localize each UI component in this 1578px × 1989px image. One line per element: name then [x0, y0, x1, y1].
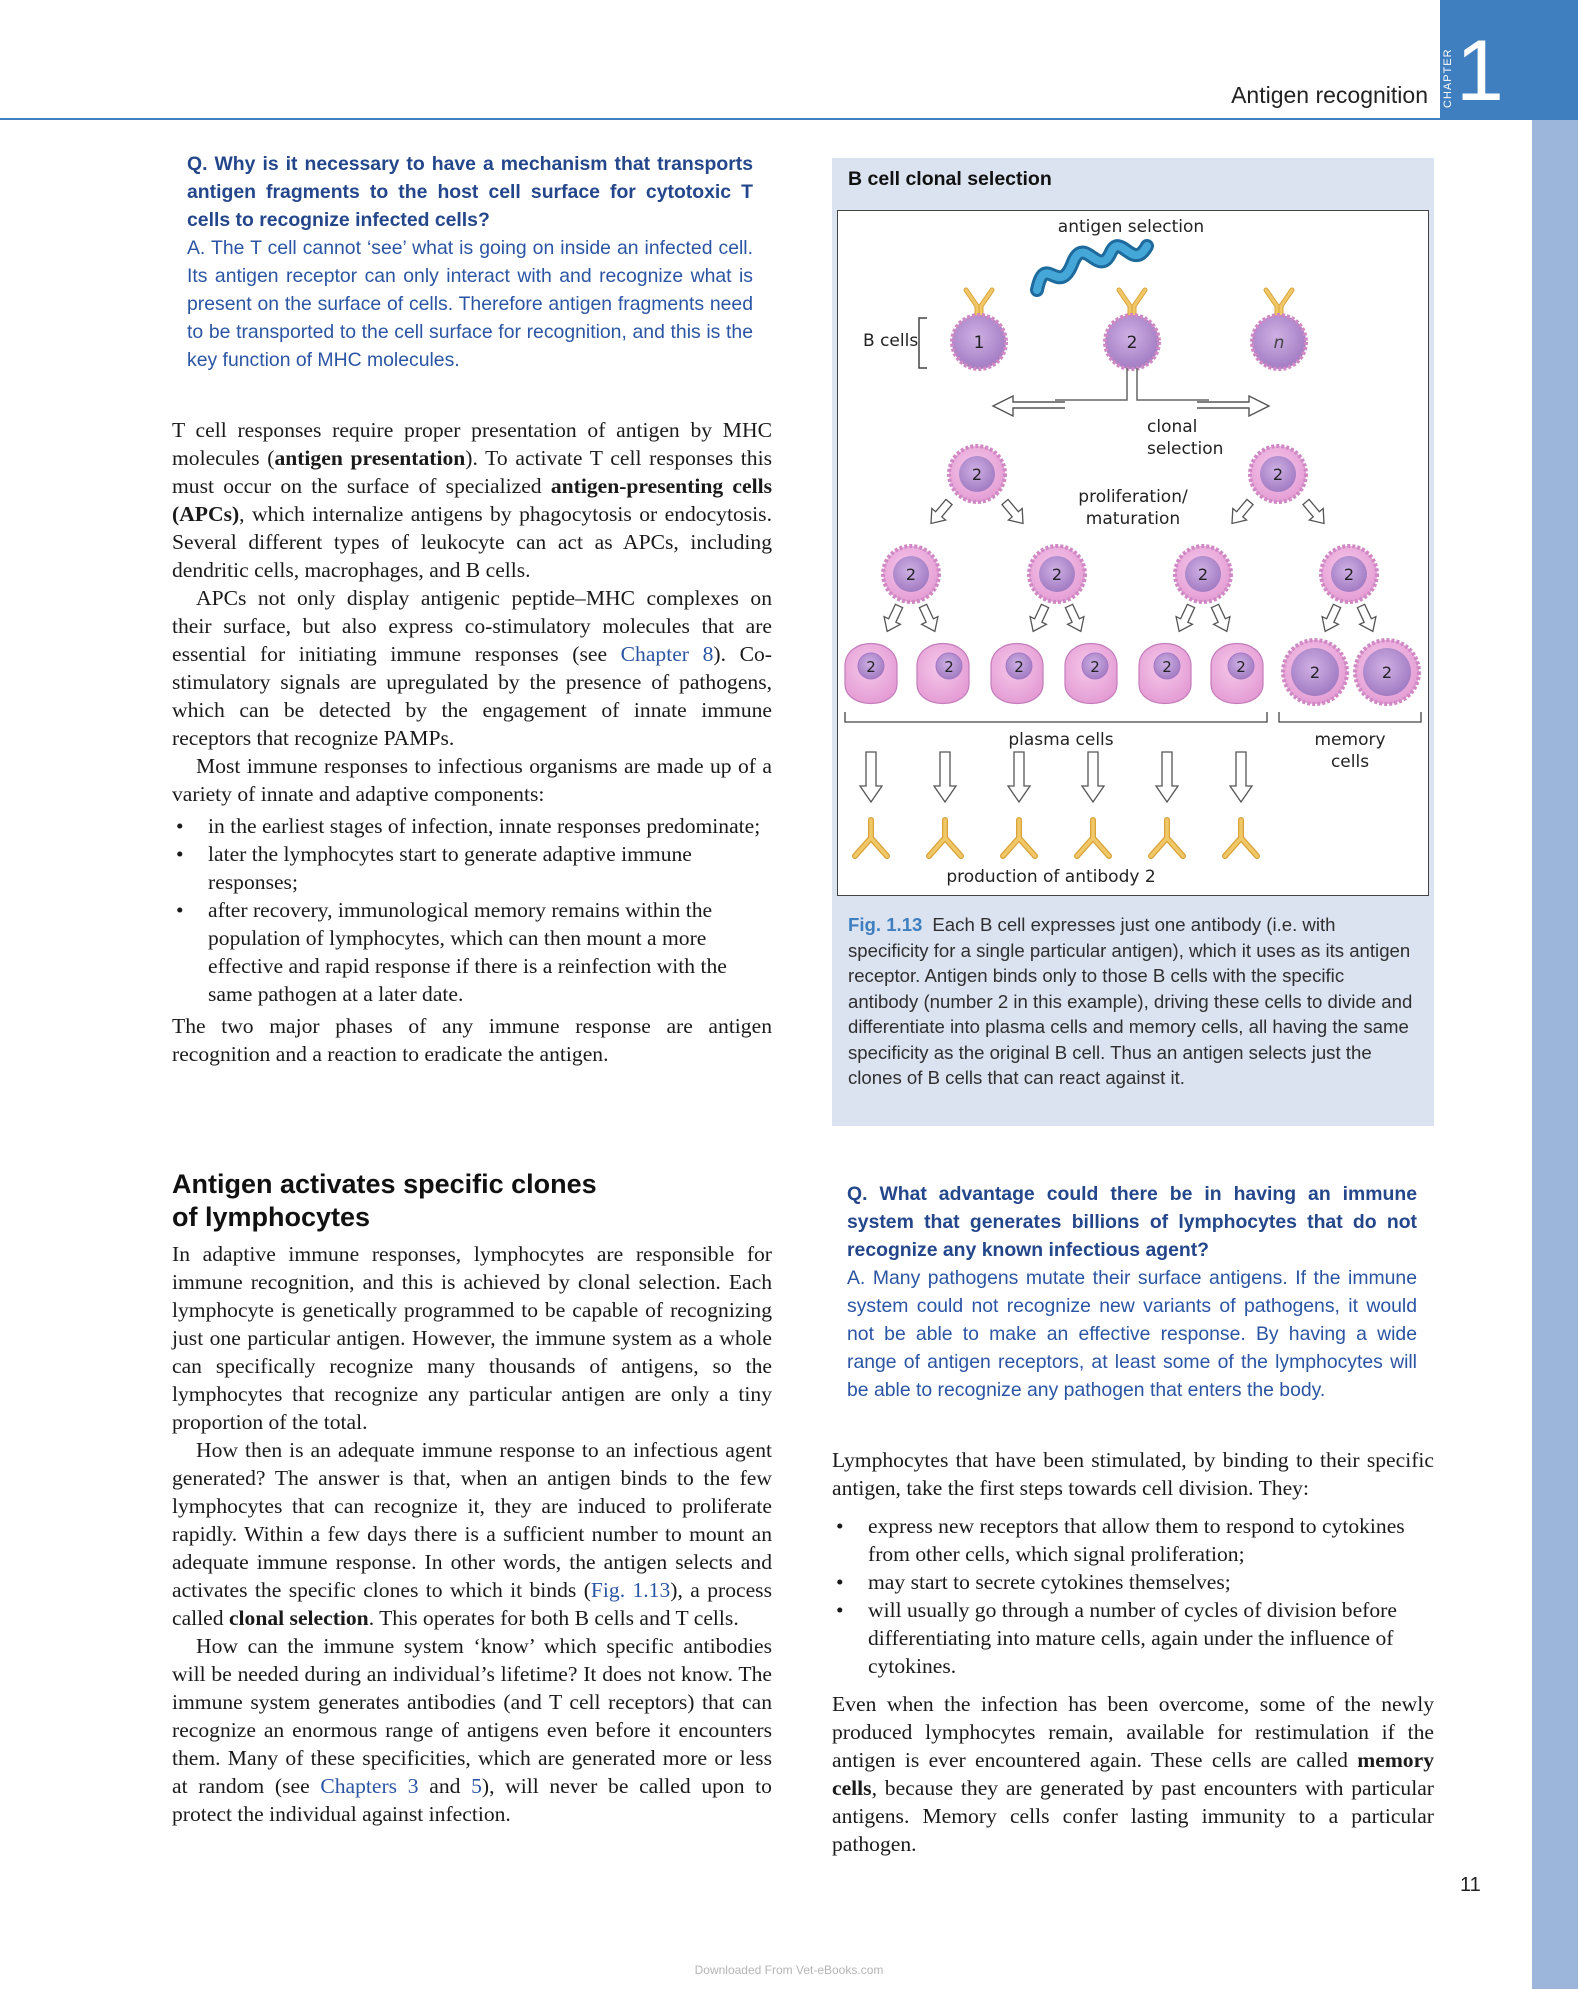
cell-gen3 [1175, 546, 1231, 602]
chapters-3-link[interactable]: Chapters 3 [320, 1774, 419, 1798]
left-column-upper [172, 416, 772, 1068]
qa2-answer: A. Many pathogens mutate their surface antigens. If the immune system could not recognize new variants of pathogens, it would not be able to make an effective response. By having a wide range of antigen receptors, at least some of the lymphocytes will be able to recognize any pathogen that enters the body. [847, 1267, 1417, 1401]
clonal-selection-bracket [1055, 368, 1209, 400]
svg-text:2: 2 [1051, 565, 1063, 584]
svg-text:2: 2 [1309, 663, 1321, 682]
download-footer: Downloaded From Vet-eBooks.com [694, 1963, 884, 1977]
plasma-cells-label: plasma cells [1008, 730, 1114, 750]
paragraph: How then is an adequate immune response to an infectious agent generated? The answer is that, when an antigen binds to the few lymphocytes that can recognize it, they are induced to proliferate rapidly. Within a few days there is a sufficient number to mount an adequate immune response. In other words, the antigen selects and activates the specific clones to which it binds (Fig. 1.13), a process called clonal selection. This operates for both B cells and T cells. [172, 1438, 772, 1630]
svg-text:2: 2 [1162, 658, 1172, 676]
proliferation-label: proliferation/ [1078, 487, 1188, 507]
bullet-list [832, 1512, 1434, 1680]
plasma-cell [991, 644, 1043, 704]
paragraph: T cell responses require proper presentation of antigen by MHC molecules (antigen presentation). To activate T cell responses this must occur on the surface of specialized antigen-presenting cells (APCs), which internalize antigens by phagocytosis or endocytosis. Several different types of leukocyte can act as APCs, including dendritic cells, macrophages, and B cells. [172, 418, 772, 582]
qa1-answer: A. The T cell cannot ‘see’ what is going on inside an infected cell. Its antigen receptor can only interact with and recognize what is present on the surface of cells. Therefore antigen fragments need to be transported to the cell surface for recognition, and this is the key function of MHC molecules. [187, 237, 753, 371]
secretion-arrow [934, 752, 956, 802]
antibody-icon [1151, 820, 1183, 856]
plasma-cell [917, 644, 969, 704]
bullet-list [172, 812, 772, 1008]
cell-gen3 [1321, 546, 1377, 602]
side-strip [1532, 120, 1578, 1989]
svg-text:2: 2 [1126, 333, 1138, 353]
svg-text:2: 2 [905, 565, 917, 584]
qa-box-1 [187, 150, 753, 374]
chapter-number: 1 [1456, 23, 1504, 119]
chapter-word: CHAPTER [1442, 48, 1454, 108]
memory-label: memory [1314, 730, 1386, 750]
antibody-icon [1225, 820, 1257, 856]
secretion-arrow [1156, 752, 1178, 802]
list-item: • in the earliest stages of infection, innate responses predominate; [208, 812, 772, 840]
svg-text:2: 2 [1381, 663, 1393, 682]
secretion-arrow [1230, 752, 1252, 802]
antibody-icon [1077, 820, 1109, 856]
svg-text:2: 2 [1014, 658, 1024, 676]
proliferation-arrow [924, 496, 956, 529]
section-heading: Antigen activates specific clones of lymphocytes [172, 1169, 597, 1232]
qa1-question: Q. Why is it necessary to have a mechanism that transports antigen fragments to the host cell surface for cytotoxic T cells to recognize infected cells? [187, 153, 753, 231]
differentiation-arrow [1025, 602, 1053, 635]
maturation-label: maturation [1085, 509, 1181, 529]
paragraph: The two major phases of any immune response are antigen recognition and a reaction to eradicate the antigen. [172, 1014, 772, 1066]
differentiation-arrow [1061, 602, 1089, 635]
svg-text:1: 1 [973, 333, 985, 353]
cell-gen3 [883, 546, 939, 602]
svg-text:2: 2 [944, 658, 954, 676]
antibody-icon [855, 820, 887, 856]
cells-label: cells [1330, 752, 1370, 772]
page-number: 11 [1460, 1874, 1481, 1896]
plasma-bracket [845, 712, 1267, 722]
differentiation-arrow [1317, 602, 1345, 635]
plasma-cell [1065, 644, 1117, 704]
differentiation-arrow [1207, 602, 1235, 635]
paragraph: APCs not only display antigenic peptide–MHC complexes on their surface, but also express co-stimulatory molecules that are essential for initiating immune responses (see Chapter 8). Co-stimulatory signals are upregulated by the presence of pathogens, which can be detected by the engagement of innate immune receptors that recognize PAMPs. [172, 586, 772, 750]
differentiation-arrow [1171, 602, 1199, 635]
figure-title: B cell clonal selection [848, 168, 1052, 190]
differentiation-arrow [915, 602, 943, 635]
differentiation-arrow [1353, 602, 1381, 635]
memory-bracket [1279, 712, 1421, 722]
svg-text:2: 2 [866, 658, 876, 676]
antigen-selection-label: antigen selection [1057, 217, 1205, 237]
production-label: production of antibody 2 [946, 867, 1156, 887]
clonal-label: clonal [1147, 417, 1198, 437]
plasma-cell [1139, 644, 1191, 704]
svg-text:2: 2 [1236, 658, 1246, 676]
paragraph: Lymphocytes that have been stimulated, by binding to their specific antigen, take the first steps towards cell division. They: [832, 1448, 1434, 1500]
figure-caption: Fig. 1.13 Each B cell expresses just one antibody (i.e. with specificity for a single particular antigen), which it uses as its antigen receptor. Antigen binds only to those B cells with the specific antibody (number 2 in this example), driving these cells to divide and differentiate into plasma cells and memory cells, all having the same specificity as the original B cell. Thus an antigen selects just the clones of B cells that can react against it. [848, 914, 1413, 1088]
list-item: • will usually go through a number of cycles of division before differentiating into mature cells, again under the influence of cytokines. [868, 1596, 1434, 1680]
cell-gen3 [1029, 546, 1085, 602]
right-arrow [1197, 396, 1269, 416]
figure-number: Fig. 1.13 [848, 914, 923, 935]
secretion-arrow [1082, 752, 1104, 802]
secretion-arrow [860, 752, 882, 802]
selection-label: selection [1147, 439, 1224, 459]
svg-text:n: n [1273, 333, 1285, 353]
svg-text:2: 2 [1272, 465, 1284, 484]
list-item: • express new receptors that allow them to respond to cytokines from other cells, which signal proliferation; [868, 1512, 1434, 1568]
right-column-body [832, 1446, 1434, 1858]
svg-text:2: 2 [1197, 565, 1209, 584]
header-rule [0, 118, 1440, 120]
svg-text:2: 2 [1343, 565, 1355, 584]
list-item: • later the lymphocytes start to generate adaptive immune responses; [208, 840, 772, 896]
paragraph: Even when the infection has been overcome, some of the newly produced lymphocytes remain, available for restimulation if the antigen is ever encountered again. These cells are called memory cells, because they are generated by past encounters with particular antigens. Memory cells confer lasting immunity to a particular pathogen. [832, 1692, 1434, 1856]
paragraph: In adaptive immune responses, lymphocytes are responsible for immune recognition, and this is achieved by clonal selection. Each lymphocyte is genetically programmed to be capable of recognizing just one particular antigen. However, the immune system as a whole can specifically recognize many thousands of antigens, so the lymphocytes that recognize any particular antigen are only a tiny proportion of the total. [172, 1242, 772, 1434]
list-item: • after recovery, immunological memory remains within the population of lymphocytes, which can then mount a more effective and rapid response if there is a reinfection with the same pathogen at a later date. [208, 896, 772, 1008]
running-title: Antigen recognition [1231, 82, 1428, 108]
proliferation-arrow [998, 496, 1030, 529]
fig-1-13-link[interactable]: Fig. 1.13 [590, 1578, 671, 1602]
svg-text:2: 2 [1090, 658, 1100, 676]
memory-cell [1283, 640, 1347, 704]
qa2-question: Q. What advantage could there be in having an immune system that generates billions of lymphocytes that do not recognize any known infectious agent? [847, 1183, 1417, 1261]
left-column-lower [172, 1240, 772, 1828]
memory-cell [1355, 640, 1419, 704]
b-cells-label: B cells [863, 331, 919, 351]
left-arrow [993, 396, 1065, 416]
chapter-5-link[interactable]: 5 [471, 1774, 482, 1798]
plasma-cell [1211, 644, 1263, 704]
differentiation-arrow [879, 602, 907, 635]
svg-text:2: 2 [971, 465, 983, 484]
b-cells-bracket [919, 318, 927, 368]
secretion-arrow [1008, 752, 1030, 802]
clonal-selection-diagram [837, 210, 1429, 896]
proliferation-arrow [1225, 496, 1257, 529]
proliferation-arrow [1299, 496, 1331, 529]
paragraph: How can the immune system ‘know’ which specific antibodies will be needed during an individual’s lifetime? It does not know. The immune system generates antibodies (and T cell receptors) that can recognize an enormous range of antigens even before it encounters them. Many of these specificities, which are generated more or less at random (see Chapters 3 and 5), will never be called upon to protect the individual against infection. [172, 1634, 772, 1826]
antibody-icon [1003, 820, 1035, 856]
list-item: • may start to secrete cytokines themselves; [868, 1568, 1434, 1596]
qa-box-2 [847, 1180, 1417, 1404]
chapter-8-link[interactable]: Chapter 8 [620, 642, 714, 666]
antibody-icon [929, 820, 961, 856]
paragraph: Most immune responses to infectious organisms are made up of a variety of innate and adaptive components: [172, 754, 772, 806]
plasma-cell [845, 644, 897, 704]
